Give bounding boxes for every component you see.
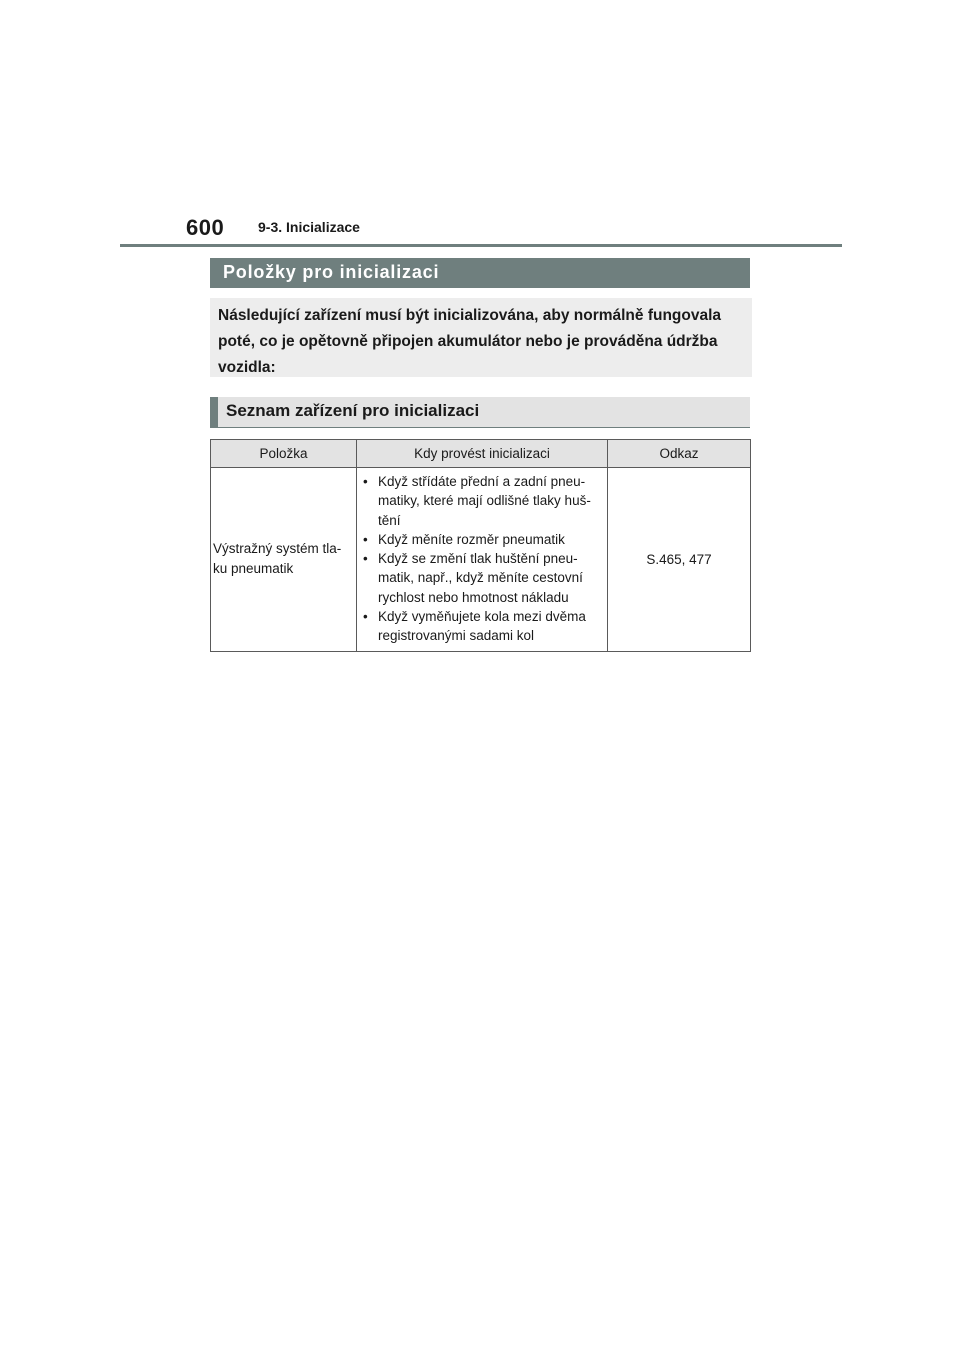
section-label: 9-3. Inicializace (258, 219, 360, 235)
condition-list (363, 472, 603, 646)
column-header-reference: Odkaz (608, 440, 751, 468)
when-cell (357, 468, 608, 652)
subheading (210, 397, 750, 428)
reference-cell: S.465, 477 (608, 468, 751, 652)
intro-box (210, 298, 752, 377)
initialization-table (210, 439, 751, 652)
table-header-row (211, 440, 751, 468)
bullet-icon: • (363, 474, 368, 489)
intro-text: Následující zařízení musí být inicializována, aby normálně fungovala poté, co je opětovně připojen akumulátor nebo je prováděna údržba vozidla: (218, 307, 722, 376)
list-item: • Když vyměňujete kola mezi dvěma registrovanými sadami kol (363, 609, 586, 644)
bullet-icon: • (363, 551, 368, 567)
list-item: • Když střídáte přední a zadní pneu-matiky, které mají odlišné tlaky huš-tění (363, 474, 591, 528)
item-cell: Výstražný systém tla-ku pneumatik (211, 468, 357, 652)
section-banner (210, 258, 750, 288)
table-row (211, 468, 751, 652)
list-item: • Když se změní tlak huštění pneu-matik, např., když měníte cestovní rychlost nebo hmotnost nákladu (363, 551, 583, 605)
header-rule (120, 244, 842, 247)
column-header-when: Kdy provést inicializaci (357, 440, 608, 468)
page-number: 600 (186, 215, 225, 240)
banner-title: Položky pro inicializaci (223, 262, 440, 282)
list-item: • Když měníte rozměr pneumatik (363, 530, 603, 549)
subheading-title: Seznam zařízení pro inicializaci (226, 401, 480, 420)
bullet-icon: • (363, 609, 368, 625)
bullet-icon: • (363, 531, 368, 547)
column-header-item: Položka (211, 440, 357, 468)
